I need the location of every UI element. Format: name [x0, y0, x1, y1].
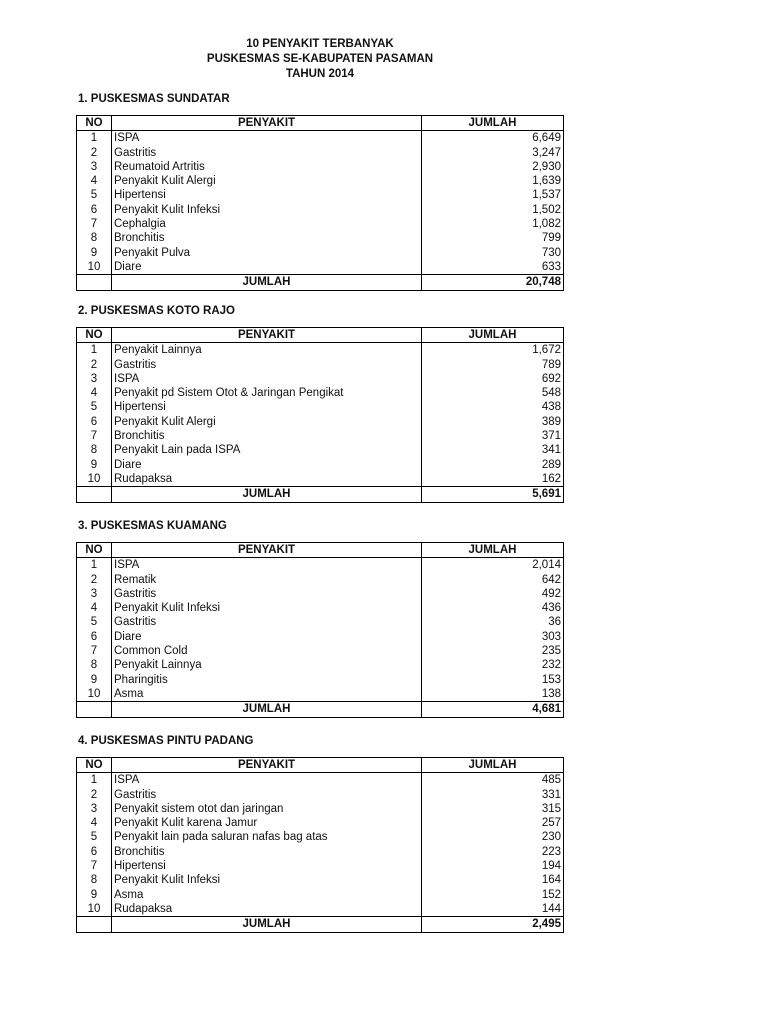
case-count: 799 — [422, 231, 564, 245]
table-row — [77, 443, 564, 457]
section-title: 1. PUSKESMAS SUNDATAR — [78, 93, 230, 105]
disease-table — [76, 327, 564, 503]
case-count: 2,014 — [422, 558, 564, 573]
disease-name: ISPA — [112, 372, 422, 386]
row-number: 1 — [77, 773, 112, 788]
table-row — [77, 231, 564, 245]
table-row — [77, 415, 564, 429]
case-count: 194 — [422, 859, 564, 873]
total-value: 2,495 — [422, 917, 564, 932]
total-row — [77, 917, 564, 932]
table-row — [77, 615, 564, 629]
row-number: 3 — [77, 587, 112, 601]
row-number: 9 — [77, 888, 112, 902]
row-number: 7 — [77, 429, 112, 443]
row-number: 3 — [77, 372, 112, 386]
row-number: 4 — [77, 601, 112, 615]
case-count: 235 — [422, 644, 564, 658]
col-header-disease: PENYAKIT — [112, 758, 422, 773]
total-row — [77, 702, 564, 717]
disease-name: Penyakit sistem otot dan jaringan — [112, 802, 422, 816]
table-row — [77, 400, 564, 414]
table-row — [77, 802, 564, 816]
disease-name: Penyakit pd Sistem Otot & Jaringan Pengikat — [112, 386, 422, 400]
table-row — [77, 217, 564, 231]
disease-name: Asma — [112, 687, 422, 702]
case-count: 303 — [422, 630, 564, 644]
row-number: 2 — [77, 358, 112, 372]
table-row — [77, 246, 564, 260]
doc-subtitle: PUSKESMAS SE-KABUPATEN PASAMAN — [206, 53, 434, 65]
disease-table — [76, 757, 564, 933]
doc-title: 10 PENYAKIT TERBANYAK — [246, 38, 394, 50]
disease-name: Pharingitis — [112, 673, 422, 687]
disease-name: Diare — [112, 458, 422, 472]
disease-name: Penyakit Kulit Infeksi — [112, 203, 422, 217]
disease-name: Hipertensi — [112, 188, 422, 202]
disease-name: Bronchitis — [112, 845, 422, 859]
total-blank-cell — [77, 275, 112, 290]
row-number: 5 — [77, 188, 112, 202]
section-title: 4. PUSKESMAS PINTU PADANG — [78, 735, 254, 747]
row-number: 4 — [77, 386, 112, 400]
row-number: 10 — [77, 472, 112, 487]
total-label: JUMLAH — [112, 917, 422, 932]
row-number: 4 — [77, 816, 112, 830]
table-row — [77, 429, 564, 443]
case-count: 789 — [422, 358, 564, 372]
disease-name: Penyakit Kulit Alergi — [112, 174, 422, 188]
row-number: 2 — [77, 573, 112, 587]
total-blank-cell — [77, 702, 112, 717]
disease-name: Gastritis — [112, 615, 422, 629]
case-count: 1,639 — [422, 174, 564, 188]
disease-name: Gastritis — [112, 358, 422, 372]
table-row — [77, 174, 564, 188]
col-header-count: JUMLAH — [422, 328, 564, 343]
disease-name: Bronchitis — [112, 231, 422, 245]
row-number: 9 — [77, 673, 112, 687]
case-count: 1,082 — [422, 217, 564, 231]
disease-name: Rudapaksa — [112, 902, 422, 917]
table-row — [77, 644, 564, 658]
table-row — [77, 630, 564, 644]
row-number: 7 — [77, 644, 112, 658]
case-count: 257 — [422, 816, 564, 830]
row-number: 1 — [77, 343, 112, 358]
disease-name: Rematik — [112, 573, 422, 587]
total-row — [77, 487, 564, 502]
disease-name: Diare — [112, 630, 422, 644]
row-number: 10 — [77, 260, 112, 275]
table-row — [77, 859, 564, 873]
table-row — [77, 260, 564, 275]
total-label: JUMLAH — [112, 275, 422, 290]
disease-name: Gastritis — [112, 146, 422, 160]
row-number: 4 — [77, 174, 112, 188]
section-title: 2. PUSKESMAS KOTO RAJO — [78, 305, 235, 317]
case-count: 438 — [422, 400, 564, 414]
col-header-count: JUMLAH — [422, 116, 564, 131]
disease-name: Gastritis — [112, 788, 422, 802]
case-count: 492 — [422, 587, 564, 601]
disease-name: Hipertensi — [112, 859, 422, 873]
row-number: 9 — [77, 246, 112, 260]
table-row — [77, 160, 564, 174]
col-header-disease: PENYAKIT — [112, 543, 422, 558]
disease-name: Reumatoid Artritis — [112, 160, 422, 174]
table-row — [77, 873, 564, 887]
case-count: 633 — [422, 260, 564, 275]
col-header-count: JUMLAH — [422, 758, 564, 773]
col-header-disease: PENYAKIT — [112, 116, 422, 131]
row-number: 5 — [77, 615, 112, 629]
disease-name: Penyakit Lainnya — [112, 343, 422, 358]
disease-table — [76, 115, 564, 291]
total-value: 4,681 — [422, 702, 564, 717]
table-row — [77, 658, 564, 672]
disease-name: Penyakit Kulit Infeksi — [112, 601, 422, 615]
case-count: 2,930 — [422, 160, 564, 174]
case-count: 230 — [422, 830, 564, 844]
table-row — [77, 816, 564, 830]
row-number: 7 — [77, 859, 112, 873]
disease-name: Bronchitis — [112, 429, 422, 443]
disease-name: Asma — [112, 888, 422, 902]
row-number: 9 — [77, 458, 112, 472]
table-row — [77, 673, 564, 687]
table-header-row — [77, 328, 564, 343]
table-row — [77, 573, 564, 587]
disease-name: Hipertensi — [112, 400, 422, 414]
table-row — [77, 472, 564, 487]
case-count: 1,502 — [422, 203, 564, 217]
table-row — [77, 773, 564, 788]
case-count: 138 — [422, 687, 564, 702]
case-count: 485 — [422, 773, 564, 788]
disease-table — [76, 542, 564, 718]
table-row — [77, 845, 564, 859]
total-label: JUMLAH — [112, 702, 422, 717]
case-count: 389 — [422, 415, 564, 429]
row-number: 5 — [77, 830, 112, 844]
table-row — [77, 188, 564, 202]
case-count: 1,537 — [422, 188, 564, 202]
col-header-no: NO — [77, 543, 112, 558]
row-number: 6 — [77, 203, 112, 217]
row-number: 1 — [77, 131, 112, 146]
row-number: 10 — [77, 687, 112, 702]
case-count: 315 — [422, 802, 564, 816]
case-count: 642 — [422, 573, 564, 587]
disease-name: Penyakit Kulit Infeksi — [112, 873, 422, 887]
col-header-disease: PENYAKIT — [112, 328, 422, 343]
disease-name: ISPA — [112, 558, 422, 573]
disease-name: Penyakit Lain pada ISPA — [112, 443, 422, 457]
total-value: 5,691 — [422, 487, 564, 502]
total-blank-cell — [77, 917, 112, 932]
case-count: 232 — [422, 658, 564, 672]
row-number: 6 — [77, 415, 112, 429]
case-count: 548 — [422, 386, 564, 400]
row-number: 2 — [77, 146, 112, 160]
case-count: 371 — [422, 429, 564, 443]
disease-name: ISPA — [112, 131, 422, 146]
table-row — [77, 601, 564, 615]
row-number: 8 — [77, 443, 112, 457]
table-row — [77, 131, 564, 146]
disease-name: Penyakit lain pada saluran nafas bag atas — [112, 830, 422, 844]
table-row — [77, 888, 564, 902]
case-count: 692 — [422, 372, 564, 386]
col-header-no: NO — [77, 116, 112, 131]
row-number: 8 — [77, 231, 112, 245]
row-number: 7 — [77, 217, 112, 231]
table-row — [77, 372, 564, 386]
case-count: 3,247 — [422, 146, 564, 160]
disease-name: Diare — [112, 260, 422, 275]
table-row — [77, 458, 564, 472]
case-count: 436 — [422, 601, 564, 615]
case-count: 162 — [422, 472, 564, 487]
total-blank-cell — [77, 487, 112, 502]
case-count: 1,672 — [422, 343, 564, 358]
table-row — [77, 358, 564, 372]
table-row — [77, 146, 564, 160]
row-number: 10 — [77, 902, 112, 917]
row-number: 8 — [77, 873, 112, 887]
row-number: 3 — [77, 802, 112, 816]
section-title: 3. PUSKESMAS KUAMANG — [78, 520, 227, 532]
total-value: 20,748 — [422, 275, 564, 290]
col-header-no: NO — [77, 328, 112, 343]
disease-name: Penyakit Kulit karena Jamur — [112, 816, 422, 830]
row-number: 6 — [77, 845, 112, 859]
case-count: 223 — [422, 845, 564, 859]
disease-name: Cephalgia — [112, 217, 422, 231]
case-count: 6,649 — [422, 131, 564, 146]
row-number: 2 — [77, 788, 112, 802]
disease-name: Penyakit Lainnya — [112, 658, 422, 672]
table-row — [77, 687, 564, 702]
table-row — [77, 386, 564, 400]
col-header-count: JUMLAH — [422, 543, 564, 558]
case-count: 153 — [422, 673, 564, 687]
case-count: 331 — [422, 788, 564, 802]
row-number: 8 — [77, 658, 112, 672]
row-number: 6 — [77, 630, 112, 644]
table-row — [77, 343, 564, 358]
table-row — [77, 558, 564, 573]
case-count: 341 — [422, 443, 564, 457]
table-row — [77, 902, 564, 917]
disease-name: ISPA — [112, 773, 422, 788]
case-count: 289 — [422, 458, 564, 472]
table-row — [77, 788, 564, 802]
case-count: 36 — [422, 615, 564, 629]
table-row — [77, 203, 564, 217]
table-header-row — [77, 543, 564, 558]
total-label: JUMLAH — [112, 487, 422, 502]
table-header-row — [77, 116, 564, 131]
table-row — [77, 830, 564, 844]
disease-name: Penyakit Pulva — [112, 246, 422, 260]
case-count: 730 — [422, 246, 564, 260]
disease-name: Penyakit Kulit Alergi — [112, 415, 422, 429]
case-count: 152 — [422, 888, 564, 902]
doc-year: TAHUN 2014 — [285, 68, 355, 80]
table-row — [77, 587, 564, 601]
col-header-no: NO — [77, 758, 112, 773]
case-count: 164 — [422, 873, 564, 887]
row-number: 1 — [77, 558, 112, 573]
disease-name: Gastritis — [112, 587, 422, 601]
case-count: 144 — [422, 902, 564, 917]
row-number: 5 — [77, 400, 112, 414]
disease-name: Rudapaksa — [112, 472, 422, 487]
table-header-row — [77, 758, 564, 773]
total-row — [77, 275, 564, 290]
row-number: 3 — [77, 160, 112, 174]
disease-name: Common Cold — [112, 644, 422, 658]
